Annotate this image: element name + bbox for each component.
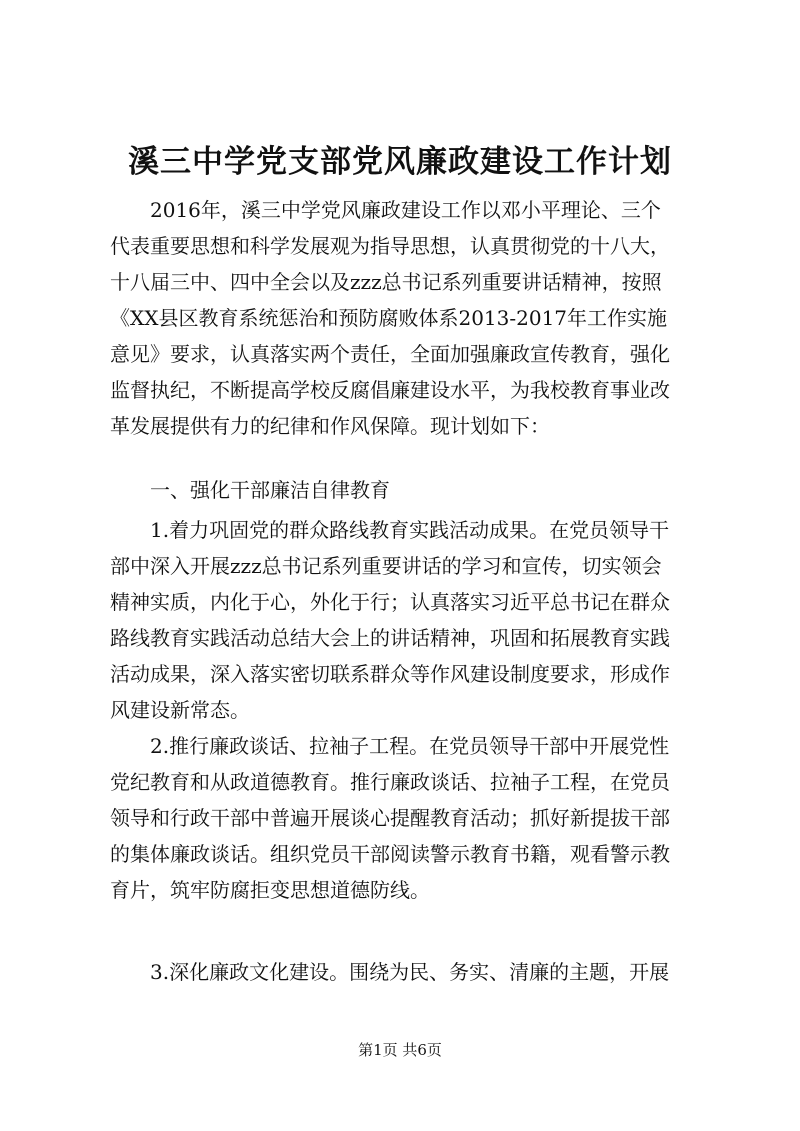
- text-line: 监督执纪，不断提高学校反腐倡廉建设水平，为我校教育事业改: [110, 378, 670, 402]
- paragraph-intro: [110, 192, 710, 444]
- section-heading: [110, 472, 710, 508]
- text-line: 一、强化干部廉洁自律教育: [110, 478, 390, 502]
- text-line: 领导和行政干部中普遍开展谈心提醒教育活动；抓好新提拔干部: [110, 806, 670, 830]
- text-line: 育片，筑牢防腐拒变思想道德防线。: [110, 878, 430, 902]
- text-line: 《XX县区教育系统惩治和预防腐败体系2013-2017年工作实施: [110, 306, 668, 330]
- text-line: 十八届三中、四中全会以及zzz总书记系列重要讲话精神，按照: [110, 270, 662, 294]
- text-line: 党纪教育和从政道德教育。推行廉政谈话、拉袖子工程，在党员: [110, 770, 670, 794]
- text-line: 2016年，溪三中学党风廉政建设工作以邓小平理论、三个: [110, 198, 661, 222]
- text-line: 风建设新常态。: [110, 698, 250, 722]
- text-line: 的集体廉政谈话。组织党员干部阅读警示教育书籍，观看警示教: [110, 842, 670, 866]
- paragraph-item-3: [110, 954, 710, 990]
- document-title: 溪三中学党支部党风廉政建设工作计划: [128, 144, 672, 180]
- paragraph-item-2: [110, 728, 710, 908]
- paragraph-item-1: [110, 512, 710, 728]
- text-line: 精神实质，内化于心，外化于行；认真落实习近平总书记在群众: [110, 590, 670, 614]
- text-line: 1.着力巩固党的群众路线教育实践活动成果。在党员领导干: [110, 518, 670, 542]
- text-line: 2.推行廉政谈话、拉袖子工程。在党员领导干部中开展党性: [110, 734, 670, 758]
- text-line: 路线教育实践活动总结大会上的讲话精神，巩固和拓展教育实践: [110, 626, 670, 650]
- text-line: 意见》要求，认真落实两个责任，全面加强廉政宣传教育，强化: [110, 342, 670, 366]
- text-line: 革发展提供有力的纪律和作风保障。现计划如下：: [110, 414, 550, 438]
- text-line: 部中深入开展zzz总书记系列重要讲话的学习和宣传，切实领会: [110, 554, 662, 578]
- text-line: 3.深化廉政文化建设。围绕为民、务实、清廉的主题，开展: [110, 960, 670, 984]
- text-line: 活动成果，深入落实密切联系群众等作风建设制度要求，形成作: [110, 662, 670, 686]
- page-footer: 第1页 共6页: [358, 1041, 442, 1059]
- text-line: 代表重要思想和科学发展观为指导思想，认真贯彻党的十八大，: [110, 234, 670, 258]
